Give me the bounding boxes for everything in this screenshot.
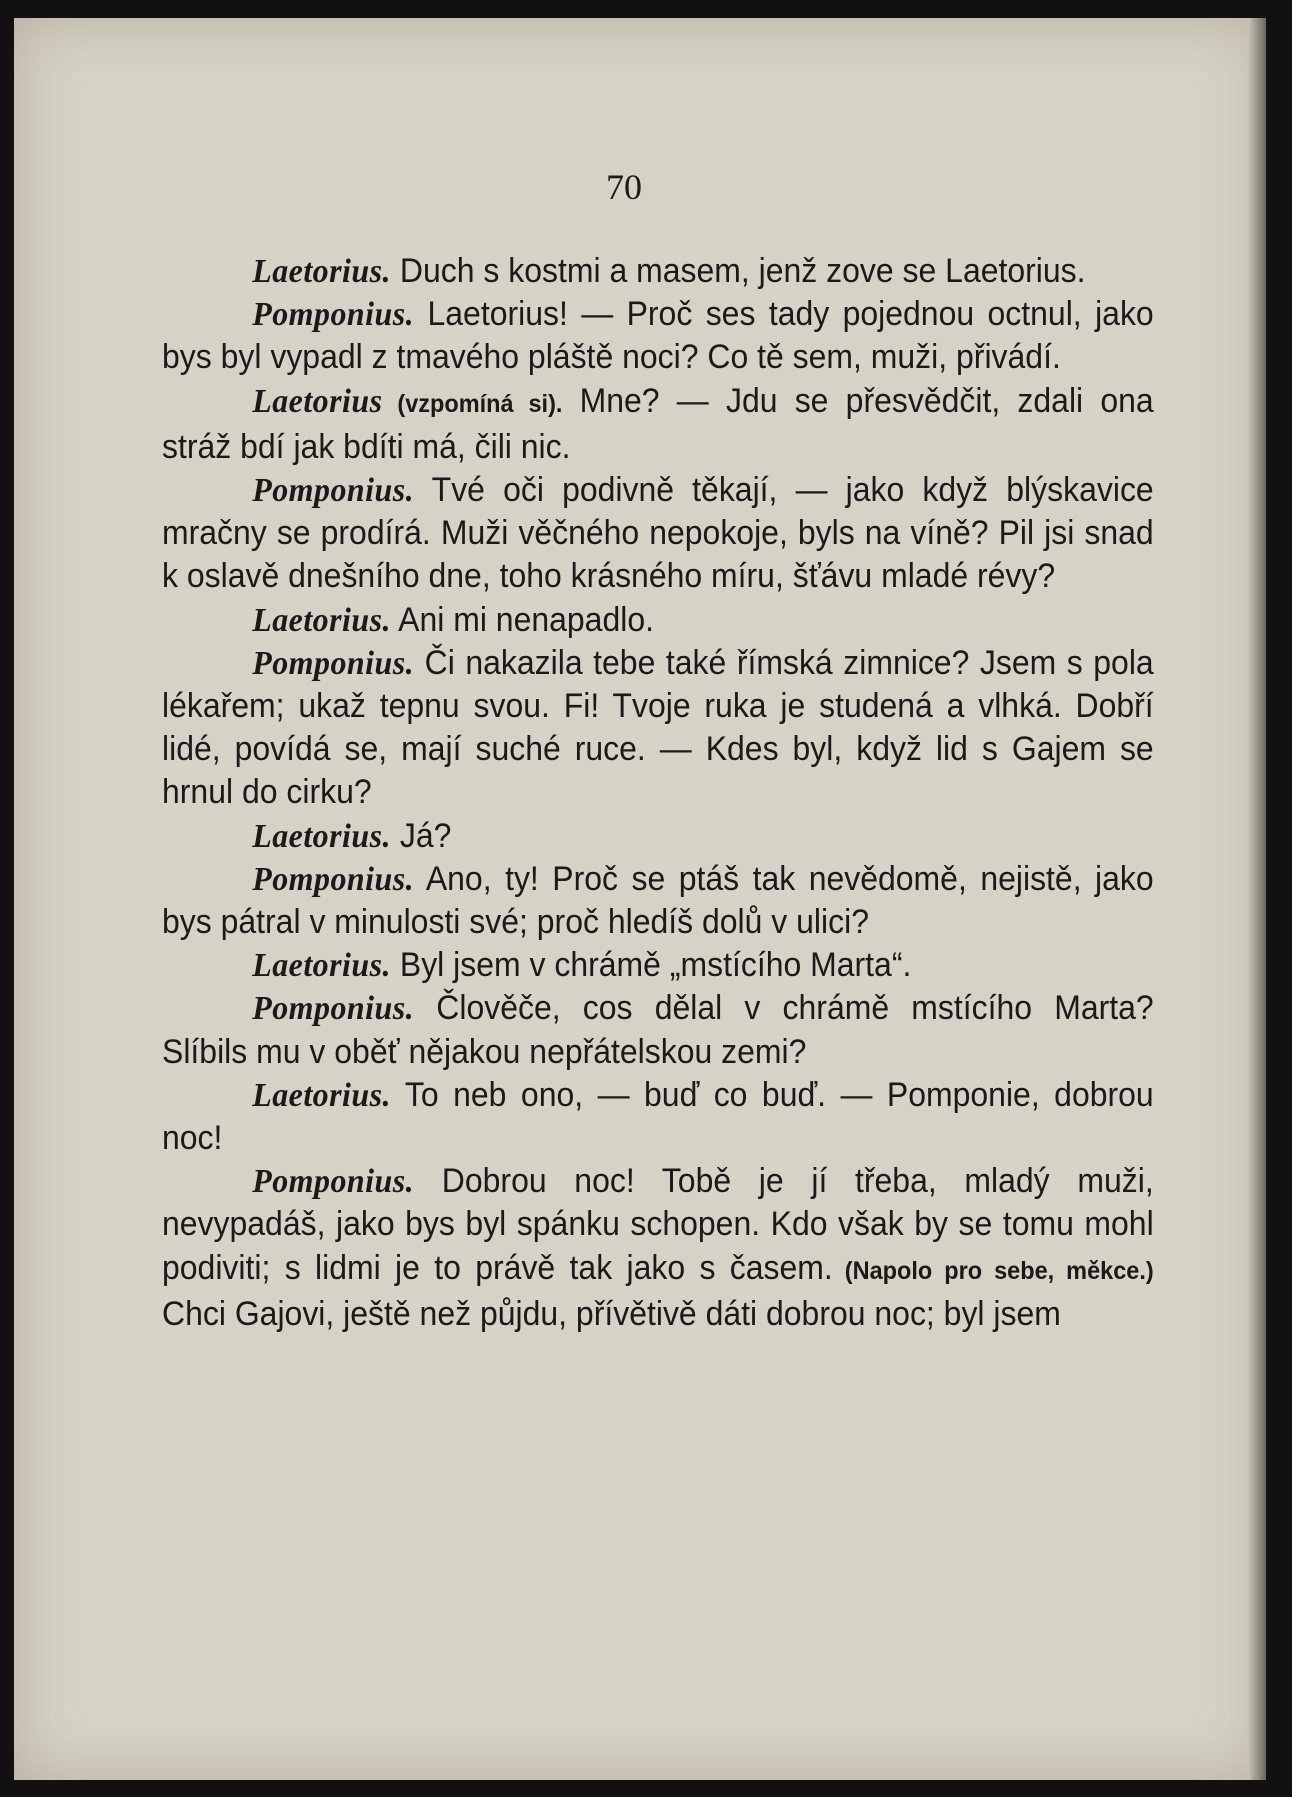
line-text: Byl jsem v chrámě „mstícího Marta“. xyxy=(391,946,912,985)
line-text: Ani mi nenapadlo. xyxy=(391,600,654,639)
line-text: Ano, ty! Proč se ptáš tak nevědomě, nejistě, jako bys pátral v minulosti své; proč hledíš dolů v ulici? xyxy=(162,859,1154,942)
stage-direction: (vzpomíná si). xyxy=(382,389,563,418)
line-text: To neb ono, — buď co buď. — Pomponie, dobrou noc! xyxy=(162,1075,1154,1158)
dialogue-line xyxy=(162,987,1154,1073)
line-text: Dobrou noc! Tobě je jí třeba, mladý muži, nevypadáš, jako bys byl spánku schopen. Kdo však by se tomu mohl podiviti; s lidmi je to právě tak jako s časem. xyxy=(162,1162,1154,1287)
dialogue-line xyxy=(162,599,1154,642)
speaker-name: Laetorius. xyxy=(252,1076,392,1114)
line-text: Duch s kostmi a masem, jenž zove se Laetorius. xyxy=(391,252,1086,290)
line-text: Či nakazila tebe také římská zimnice? Jsem s pola lékařem; ukaž tepnu svou. Fi! Tvoje ruka je studená a vlhká. Dobří lidé, povídá se, mají suché ruce. — Kdes byl, když lid s Gajem se hrnul do cirku? xyxy=(162,643,1154,812)
page-number: 70 xyxy=(606,167,642,207)
dialogue-line xyxy=(162,1160,1154,1336)
line-text: Člověče, cos dělal v chrámě mstícího Marta? Slíbils mu v oběť nějakou nepřátelskou zemi? xyxy=(162,989,1154,1071)
dialogue-line xyxy=(162,293,1154,379)
line-text: Laetorius! — Proč ses tady pojednou octnul, jako bys byl vypadl z tmavého pláště noci? Co tě sem, muži, přivádí. xyxy=(162,295,1154,377)
speaker-name: Pomponius. xyxy=(252,472,415,510)
speaker-name: Laetorius. xyxy=(252,817,392,855)
dialogue-text xyxy=(162,250,1154,1336)
line-text: Mne? — Jdu se přesvědčit, zdali ona stráž bdí jak bdíti má, čili nic. xyxy=(162,381,1154,466)
speaker-name: Laetorius. xyxy=(252,947,392,985)
speaker-name: Laetorius. xyxy=(252,601,392,639)
dialogue-line xyxy=(162,815,1154,858)
speaker-name: Pomponius. xyxy=(252,1163,415,1201)
speaker-name: Laetorius. xyxy=(252,253,392,290)
dialogue-line xyxy=(162,469,1154,599)
speaker-name: Pomponius. xyxy=(252,296,415,334)
stage-direction: (Napolo pro sebe, měkce.) xyxy=(832,1256,1154,1285)
dialogue-line xyxy=(162,642,1154,815)
speaker-name: Pomponius. xyxy=(252,860,415,898)
dialogue-line xyxy=(162,250,1154,293)
speaker-name: Pomponius. xyxy=(252,644,415,682)
line-text: Tvé oči podivně těkají, — jako když blýskavice mračny se prodírá. Muži věčného nepokoje, byls na víně? Pil jsi snad k oslavě dnešního dne, toho krásného míru, šťávu mladé révy? xyxy=(162,471,1154,596)
speaker-name: Pomponius. xyxy=(252,990,415,1028)
line-text: Chci Gajovi, ještě než půjdu, přívětivě dáti dobrou noc; byl jsem xyxy=(162,1294,1061,1333)
dialogue-line xyxy=(162,1074,1154,1160)
line-text: Já? xyxy=(391,816,452,855)
dialogue-line xyxy=(162,858,1154,944)
dialogue-line xyxy=(162,944,1154,987)
speaker-name: Laetorius xyxy=(252,382,383,420)
dialogue-line xyxy=(162,380,1154,469)
